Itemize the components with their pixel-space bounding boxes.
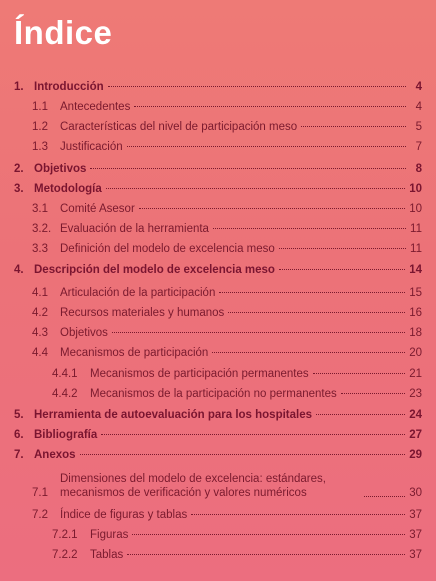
toc-entry-number: 7.1	[32, 487, 48, 499]
toc-entry[interactable]	[32, 286, 422, 300]
toc-entry[interactable]	[32, 306, 422, 320]
dot-leader	[139, 208, 405, 209]
toc-entry[interactable]	[14, 448, 422, 462]
toc-entry-number: 4.2	[32, 307, 48, 319]
toc-entry-page: 37	[409, 509, 422, 521]
toc-entry-label: Mecanismos de la participación no permanentes	[90, 388, 337, 400]
toc-entry-page: 4	[415, 81, 422, 93]
toc-entry[interactable]	[14, 263, 422, 277]
toc-entry-page: 18	[409, 327, 422, 339]
toc-entry-number: 4.3	[32, 327, 48, 339]
toc-entry[interactable]	[52, 528, 422, 542]
toc-entry-number: 1.	[14, 81, 24, 93]
dot-leader	[219, 292, 405, 293]
page-title: Índice	[14, 14, 113, 51]
toc-entry[interactable]	[32, 100, 422, 114]
toc-entry-page: 30	[409, 487, 422, 499]
toc-entry-number: 7.2.1	[52, 529, 78, 541]
dot-leader	[132, 534, 405, 535]
toc-entry-number: 3.2.	[32, 223, 52, 235]
dot-leader	[106, 188, 405, 189]
toc-entry-number: 4.	[14, 264, 24, 276]
toc-entry-number: 6.	[14, 429, 24, 441]
dot-leader	[108, 86, 406, 87]
toc-entry[interactable]	[32, 346, 422, 360]
toc-entry-number: 7.2.2	[52, 549, 78, 561]
toc-entry-label: Articulación de la participación	[60, 287, 216, 299]
toc-entry-page: 14	[409, 264, 422, 276]
toc-entry[interactable]	[32, 326, 422, 340]
dot-leader	[313, 373, 406, 374]
toc-entry[interactable]	[32, 222, 422, 236]
toc-entry-label: Características del nivel de participación meso	[60, 121, 298, 133]
toc-entry-label: Tablas	[90, 549, 124, 561]
toc-entry[interactable]	[32, 140, 422, 154]
toc-entry[interactable]	[14, 182, 422, 196]
toc-entry-page: 37	[409, 529, 422, 541]
toc-entry-number: 1.3	[32, 141, 48, 153]
toc-entry[interactable]	[32, 242, 422, 256]
toc-entry-label: Anexos	[34, 449, 76, 461]
toc-entry-number: 4.4.1	[52, 368, 78, 380]
toc-entry-label: Figuras	[90, 529, 129, 541]
toc-entry-number: 5.	[14, 409, 24, 421]
toc-entry-label: Descripción del modelo de excelencia meso	[34, 264, 275, 276]
toc-entry-label: Evaluación de la herramienta	[60, 223, 209, 235]
dot-leader	[301, 126, 406, 127]
toc-entry-page: 27	[409, 429, 422, 441]
toc-entry-number: 1.2	[32, 121, 48, 133]
toc-entry-number: 3.1	[32, 203, 48, 215]
toc-entry-page: 10	[409, 203, 422, 215]
toc-entry-label: Índice de figuras y tablas	[60, 509, 188, 521]
toc-entry[interactable]	[52, 367, 422, 381]
toc-entry[interactable]	[52, 387, 422, 401]
dot-leader	[90, 168, 406, 169]
dot-leader	[364, 496, 405, 497]
toc-entry-label: Justificación	[60, 141, 123, 153]
dot-leader	[341, 393, 405, 394]
toc-entry-number: 3.	[14, 183, 24, 195]
dot-leader	[191, 514, 405, 515]
dot-leader	[212, 352, 405, 353]
dot-leader	[127, 146, 406, 147]
toc-entry-number: 1.1	[32, 101, 48, 113]
dot-leader	[127, 554, 405, 555]
toc-entry-label: Antecedentes	[60, 101, 131, 113]
toc-entry-label: Objetivos	[34, 163, 87, 175]
dot-leader	[228, 312, 405, 313]
toc-entry-label: Bibliografía	[34, 429, 98, 441]
dot-leader	[279, 269, 405, 270]
toc-entry-label: Herramienta de autoevaluación para los hospitales	[34, 409, 313, 421]
toc-entry[interactable]	[32, 508, 422, 522]
toc-entry[interactable]	[52, 548, 422, 562]
toc-entry-page: 10	[409, 183, 422, 195]
dot-leader	[80, 454, 406, 455]
toc-entry-label: Introducción	[34, 81, 104, 93]
toc-entry[interactable]	[32, 202, 422, 216]
dot-leader	[134, 106, 406, 107]
toc-entry-page: 5	[415, 121, 422, 133]
toc-entry-label: Recursos materiales y humanos	[60, 307, 225, 319]
toc-entry-label: Mecanismos de participación	[60, 347, 209, 359]
dot-leader	[279, 248, 406, 249]
toc-entry-label: Mecanismos de participación permanentes	[90, 368, 309, 380]
toc-entry[interactable]	[32, 120, 422, 134]
toc-entry-label: Dimensiones del modelo de excelencia: estándares, mecanismos de verificación y valores numéricos	[60, 473, 326, 499]
dot-leader	[112, 332, 405, 333]
toc-entry-label: Metodología	[34, 183, 102, 195]
toc-entry-label: Comité Asesor	[60, 203, 135, 215]
dot-leader	[101, 434, 405, 435]
toc-entry-page: 29	[409, 449, 422, 461]
toc-entry[interactable]	[14, 80, 422, 94]
toc-entry[interactable]	[14, 408, 422, 422]
toc-entry[interactable]	[14, 428, 422, 442]
toc-entry-label: Definición del modelo de excelencia meso	[60, 243, 275, 255]
toc-entry-number: 4.1	[32, 287, 48, 299]
toc-entry-number: 7.	[14, 449, 24, 461]
toc-entry-page: 37	[409, 549, 422, 561]
toc-entry-number: 4.4	[32, 347, 48, 359]
toc-entry-page: 11	[410, 223, 422, 235]
toc-entry-label: Objetivos	[60, 327, 108, 339]
toc-entry-page: 20	[409, 347, 422, 359]
toc-entry-page: 23	[409, 388, 422, 400]
toc-entry-page: 21	[409, 368, 422, 380]
toc-entry-page: 11	[410, 243, 422, 255]
toc-entry-page: 16	[409, 307, 422, 319]
toc-entry[interactable]	[32, 472, 422, 500]
toc-entry-number: 3.3	[32, 243, 48, 255]
toc-entry-page: 7	[415, 141, 422, 153]
toc-entry-number: 2.	[14, 163, 24, 175]
toc-entry-number: 7.2	[32, 509, 48, 521]
toc-entry-number: 4.4.2	[52, 388, 78, 400]
toc-entry-page: 4	[415, 101, 422, 113]
toc-entry-page: 15	[409, 287, 422, 299]
dot-leader	[316, 414, 405, 415]
dot-leader	[213, 228, 406, 229]
toc-entry-page: 24	[409, 409, 422, 421]
toc-entry-page: 8	[415, 163, 422, 175]
toc-entry[interactable]	[14, 162, 422, 176]
